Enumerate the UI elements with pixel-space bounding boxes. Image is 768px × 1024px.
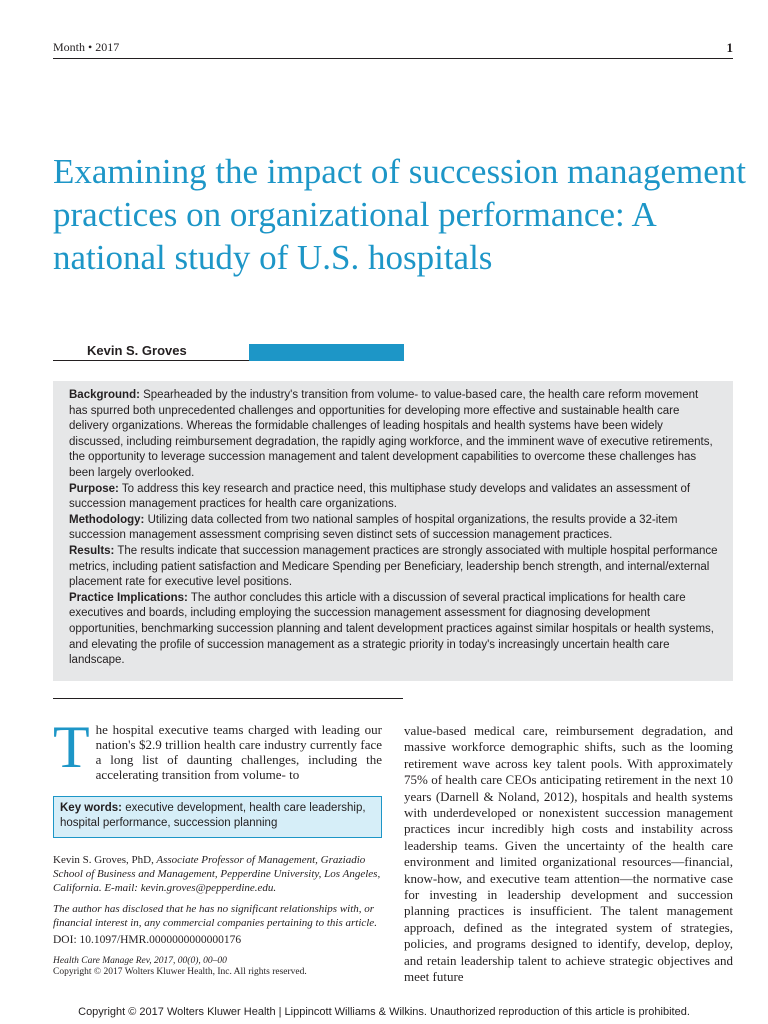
journal-reference: Health Care Manage Rev, 2017, 00(0), 00–00 bbox=[53, 956, 227, 966]
footer-copyright: Copyright © 2017 Wolters Kluwer Health | Lippincott Williams & Wilkins. Unauthorized reproduction of this article is prohibited. bbox=[78, 1006, 690, 1018]
abstract-results-label: Results: bbox=[69, 544, 115, 557]
abstract-implications-text: The author concludes this article with a discussion of several practical implications for health care executives and boards, including employing the succession management assessment for diagnosing development opportunities, benchmarking succession planning and talent development practices against similar hospitals or health systems, and elevating the profile of succession management as a strategic priority in today's increasingly uncertain health care landscape. bbox=[69, 591, 714, 667]
affiliation-paragraph bbox=[53, 853, 385, 895]
abstract-background bbox=[69, 388, 719, 482]
disclosure-statement: The author has disclosed that he has no significant relationships with, or financial interest in, any commercial companies pertaining to this article. bbox=[53, 903, 377, 929]
affiliation-details: Associate Professor of Management, Graziadio School of Business and Management, Pepperdine University, Los Angeles, California. E-mail: kevin.groves@pepperdine.edu. bbox=[53, 854, 381, 894]
author-accent-bar bbox=[249, 344, 404, 361]
author-affiliation bbox=[53, 853, 385, 937]
abstract-methodology bbox=[69, 513, 719, 544]
body-column-left bbox=[53, 714, 382, 782]
abstract-purpose-text: To address this key research and practice need, this multiphase study develops and validates an assessment of succession management practices for health care organizations. bbox=[69, 482, 691, 511]
keywords-text: executive development, health care leadership, hospital performance, succession planning bbox=[60, 802, 366, 829]
running-head bbox=[53, 40, 733, 60]
abstract-background-label: Background: bbox=[69, 389, 140, 401]
column-rule bbox=[53, 698, 403, 699]
page-number: 1 bbox=[726, 40, 733, 55]
abstract-implications bbox=[69, 591, 719, 669]
drop-cap: T bbox=[53, 714, 90, 780]
issue-date: Month • 2017 bbox=[53, 40, 120, 54]
author-name: Kevin S. Groves bbox=[87, 343, 187, 358]
body-paragraph: value-based medical care, reimbursement degradation, and massive workforce demographic shifts, such as the looming retirement wave across key talent pools. With approximately 75% of health care CEOs anticipating retirement in the next 10 years (Darnell & Noland, 2012), hospitals and health systems with underdeveloped or nonexistent succession management practices incur incredibly high costs and instability across leadership teams. Given the uncertainty of the health care environment and limited organizational resources—financial, know-how, and executive team attention—the normative case for investing in leadership development and succession planning practices is insufficient. The talent management approach, defined as the integrated system of strategies, policies, and programs designed to identify, develop, deploy, and retain leadership talent to achieve strategic objectives and meet future bbox=[404, 723, 733, 985]
intro-text: he hospital executive teams charged with leading our nation's $2.9 trillion health care industry currently face a long list of daunting challenges, including the accelerating transition from volume- to bbox=[95, 722, 382, 782]
abstract-methodology-text: Utilizing data collected from two national samples of hospital organizations, the results provide a 32-item succession management assessment comprising seven distinct sets of succession management practices. bbox=[69, 513, 678, 542]
abstract-purpose-label: Purpose: bbox=[69, 482, 119, 495]
copyright-notice: Copyright © 2017 Wolters Kluwer Health, Inc. All rights reserved. bbox=[53, 967, 307, 977]
author-rule bbox=[53, 360, 249, 361]
abstract-box bbox=[53, 381, 733, 681]
abstract-implications-label: Practice Implications: bbox=[69, 591, 188, 604]
abstract-results-text: The results indicate that succession management practices are strongly associated with multiple hospital performance metrics, including patient satisfaction and Medicare Spending per Beneficiary, leadership bench strength, and internal/external placement rate for executive level positions. bbox=[69, 544, 718, 589]
article-title: Examining the impact of succession management practices on organizational performance: A national study of U.S. hospitals bbox=[53, 152, 746, 277]
header-rule bbox=[53, 58, 733, 59]
abstract-methodology-label: Methodology: bbox=[69, 513, 145, 526]
abstract-purpose bbox=[69, 482, 719, 513]
abstract-background-text: Spearheaded by the industry's transition from volume- to value-based care, the health care reform movement has spurred both unprecedented challenges and opportunities for developing more effective and sustainable health care delivery organizations. Whereas the formidable challenges of leading hospitals and health systems have been widely discussed, including reimbursement degradation, the rapidly aging workforce, and the imminent wave of executive retirements, the opportunity to leverage succession management and talent development capabilities to overcome these challenges has been largely overlooked. bbox=[69, 389, 713, 479]
body-column-right bbox=[404, 723, 733, 986]
doi: DOI: 10.1097/HMR.0000000000000176 bbox=[53, 934, 242, 946]
affiliation-author: Kevin S. Groves, PhD, bbox=[53, 854, 154, 866]
keywords-box bbox=[53, 796, 382, 838]
abstract-results bbox=[69, 544, 719, 591]
intro-paragraph bbox=[53, 714, 382, 782]
keywords-label: Key words: bbox=[60, 802, 122, 814]
